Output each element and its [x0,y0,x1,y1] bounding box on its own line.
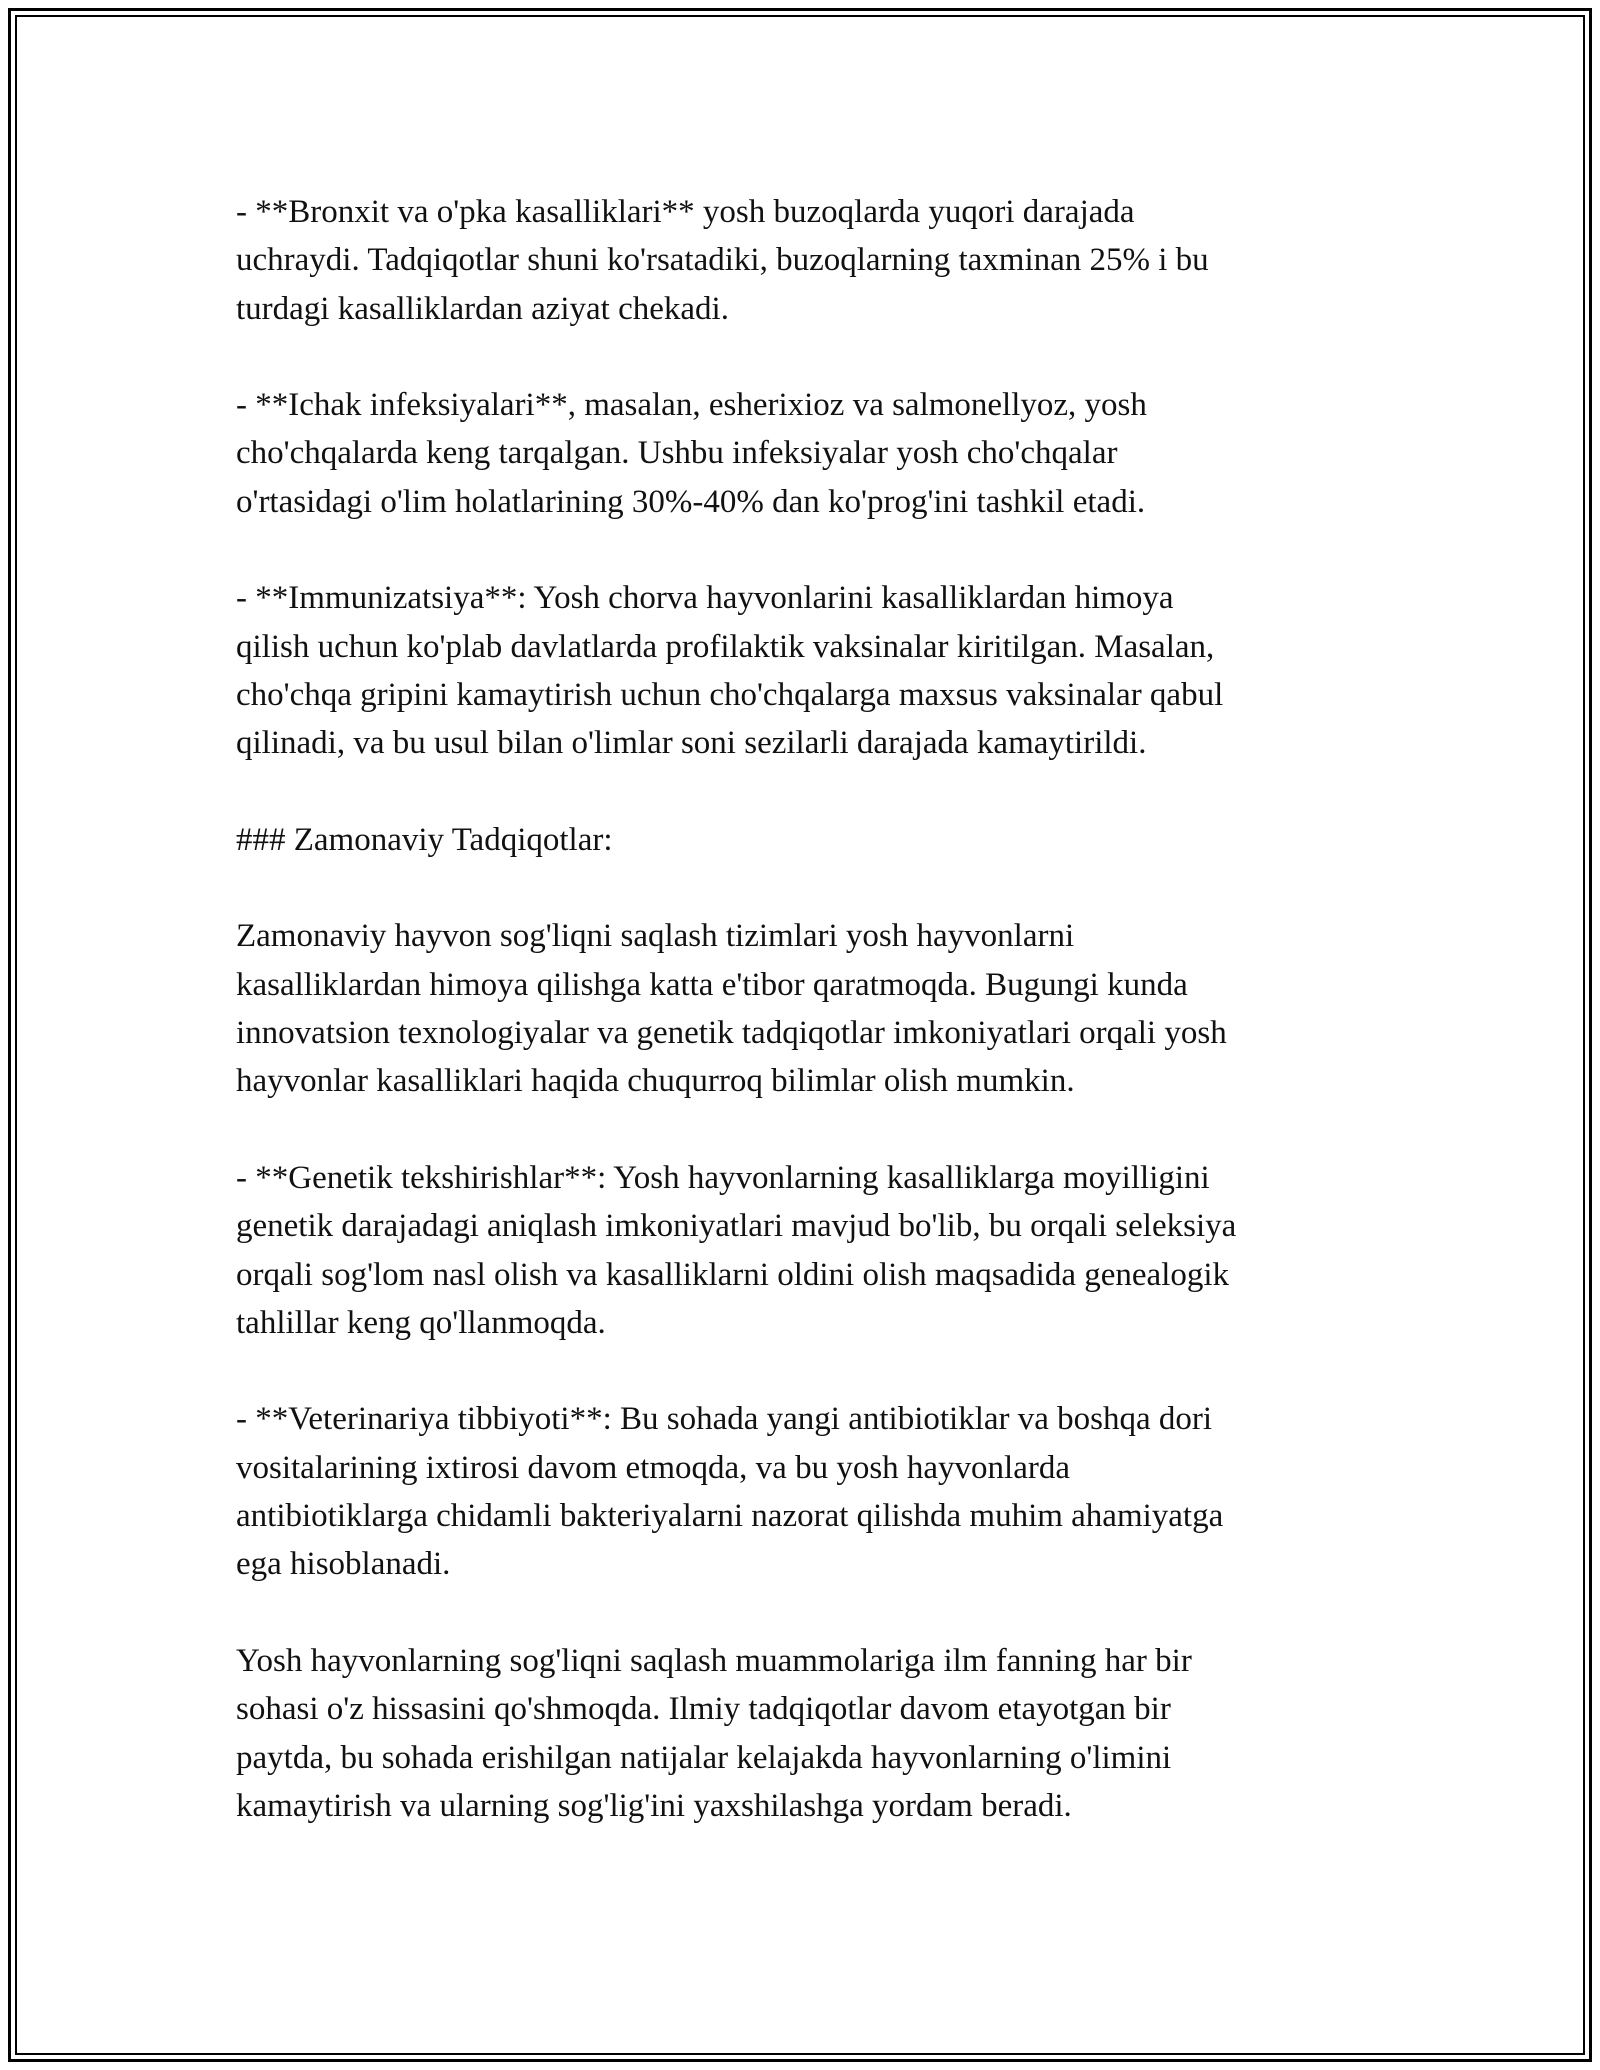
text-line: sohasi o'z hissasini qo'shmoqda. Ilmiy tadqiqotlar davom etayotgan bir [236,1691,1171,1728]
text-line: o'rtasidagi o'lim holatlarining 30%-40% dan ko'prog'ini tashkil etadi. [236,483,1146,520]
paragraph [236,1395,1371,1588]
text-line: cho'chqa gripini kamaytirish uchun cho'chqalarga maxsus vaksinalar qabul [236,676,1224,713]
paragraph [236,912,1371,1105]
text-line: - **Bronxit va o'pka kasalliklari** yosh buzoqlarda yuqori darajada [236,194,1135,230]
text-line: orqali sog'lom nasl olish va kasalliklarni oldini olish maqsadida genealogik [236,1256,1230,1293]
paragraph [236,816,1371,864]
text-line: paytda, bu sohada erishilgan natijalar kelajakda hayvonlarning o'limini [236,1739,1172,1776]
text-line: ega hisoblanadi. [236,1546,451,1583]
text-line: Zamonaviy hayvon sog'liqni saqlash tizimlari yosh hayvonlarni [236,918,1075,955]
paragraph-gap [236,864,1371,912]
text-line: vositalarining ixtirosi davom etmoqda, va bu yosh hayvonlarda [236,1449,1071,1486]
paragraph [236,188,1371,333]
text-line: cho'chqalarda keng tarqalgan. Ushbu infeksiyalar yosh cho'chqalar [236,435,1118,472]
paragraph [236,381,1371,526]
paragraph [236,1637,1371,1830]
text-line: Yosh hayvonlarning sog'liqni saqlash muammolariga ilm fanning har bir [236,1642,1192,1679]
text-line: ### Zamonaviy Tadqiqotlar: [236,821,613,858]
text-line: - **Immunizatsiya**: Yosh chorva hayvonlarini kasalliklardan himoya [236,580,1174,617]
paragraph-gap [236,1589,1371,1637]
paragraph [236,574,1371,767]
paragraph-gap [236,1106,1371,1154]
text-line: qilish uchun ko'plab davlatlarda profilaktik vaksinalar kiritilgan. Masalan, [236,628,1215,665]
text-line: qilinadi, va bu usul bilan o'limlar soni sezilarli darajada kamaytirildi. [236,725,1147,762]
paragraph-gap [236,1347,1371,1395]
text-line: kasalliklardan himoya qilishga katta e'tibor qaratmoqda. Bugungi kunda [236,966,1188,1003]
text-line: hayvonlar kasalliklari haqida chuqurroq bilimlar olish mumkin. [236,1063,1075,1100]
paragraph-gap [236,768,1371,816]
text-line: uchraydi. Tadqiqotlar shuni ko'rsatadiki, buzoqlarning taxminan 25% i bu [236,242,1209,279]
text-line: antibiotiklarga chidamli bakteriyalarni nazorat qilishda muhim ahamiyatga [236,1498,1224,1535]
text-line: genetik darajadagi aniqlash imkoniyatlari mavjud bo'lib, bu orqali seleksiya [236,1208,1237,1245]
paragraph [236,1154,1371,1347]
text-line: innovatsion texnologiyalar va genetik tadqiqotlar imkoniyatlari orqali yosh [236,1015,1227,1052]
text-line: - **Veterinariya tibbiyoti**: Bu sohada yangi antibiotiklar va boshqa dori [236,1401,1213,1438]
text-line: - **Genetik tekshirishlar**: Yosh hayvonlarning kasalliklarga moyilligini [236,1159,1210,1196]
paragraph-gap [236,526,1371,574]
paragraph-gap [236,333,1371,381]
document-body [236,188,1371,1830]
text-line: turdagi kasalliklardan aziyat chekadi. [236,290,729,327]
text-line: kamaytirish va ularning sog'lig'ini yaxshilashga yordam beradi. [236,1787,1072,1824]
text-line: tahlillar keng qo'llanmoqda. [236,1304,606,1341]
text-line: - **Ichak infeksiyalari**, masalan, esherixioz va salmonellyoz, yosh [236,387,1147,424]
